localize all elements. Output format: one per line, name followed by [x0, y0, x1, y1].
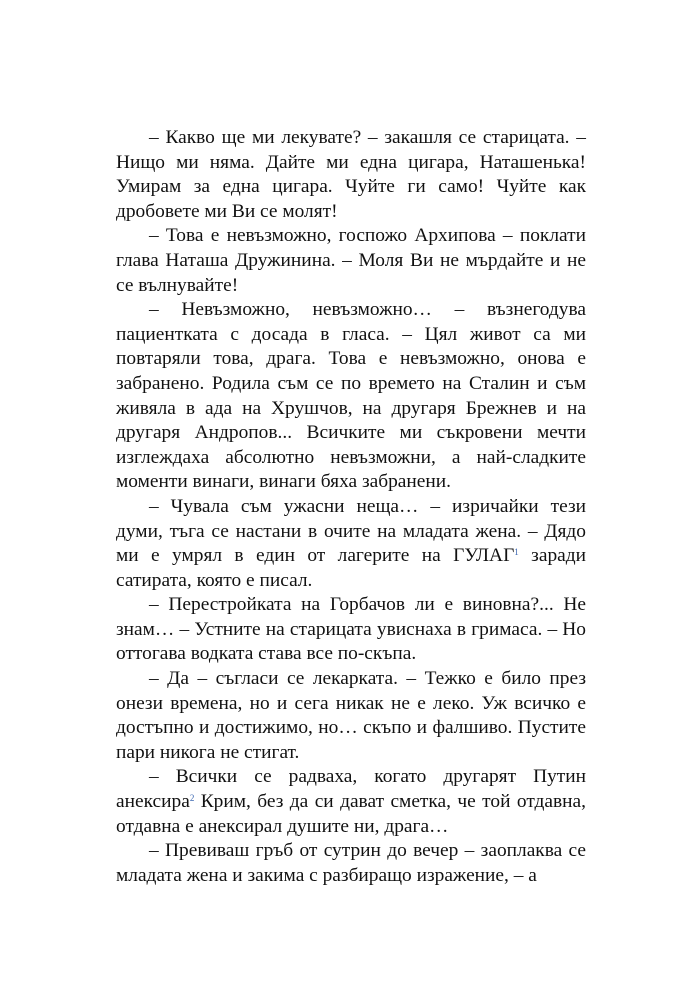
paragraph-text: – Чувала съм ужасни неща… – изричайки тези думи, тъга се настани в очите на младата жена. – Дядо ми е умрял в един от лагерите на ГУЛАГ [116, 495, 586, 567]
paragraph-text: заради сатирата, която е писал. [116, 545, 586, 591]
paragraph: – Перестройката на Горбачов ли е виновна?... Не знам… – Устните на старицата увиснаха в гримаса. – Но оттогава водката става все по-скъпа. [116, 594, 586, 665]
footnote-marker[interactable]: 1 [514, 547, 519, 558]
paragraph-text: – Всички се радваха, когато другарят Путин анексира [116, 766, 586, 813]
paragraph: – Превиваш гръб от сутрин до вечер – заоплаква се младата жена и закима с разбиращо изражение, – а [116, 840, 586, 886]
book-page [116, 126, 586, 888]
paragraph: – Това е невъзможно, госпожо Архипова – поклати глава Наташа Дружинина. – Моля Ви не мърдайте и не се вълнувайте! [116, 225, 586, 296]
paragraph [116, 765, 586, 839]
footnote-marker[interactable]: 2 [189, 793, 195, 804]
paragraph [116, 495, 586, 593]
paragraph: – Невъзможно, невъзможно… – възнегодува пациентката с досада в гласа. – Цял живот са ми повтаряли това, драга. Това е невъзможно, онова е забранено. Родила съм се по времето на Сталин и съм живяла в ада на Хрушчов, на другаря Брежнев и на другаря Андропов... Всичките ми съкровени мечти изглеждаха абсолютно невъзможни, а най-сладките моменти винаги, винаги бяха забранени. [116, 299, 586, 493]
paragraph: – Какво ще ми лекувате? – закашля се старицата. – Нищо ми няма. Дайте ми една цигара, Наташенька! Умирам за една цигара. Чуйте ги само! Чуйте как дробовете ми Ви се молят! [116, 127, 586, 222]
paragraph-text: Крим, без да си дават сметка, че той отдавна, отдавна е анексирал душите ни, драга… [116, 791, 586, 837]
paragraph: – Да – съгласи се лекарката. – Тежко е било през онези времена, но и сега никак не е леко. Уж всичко е достъпно и достижимо, но… скъпо и фалшиво. Пустите пари никога не стигат. [116, 668, 586, 763]
